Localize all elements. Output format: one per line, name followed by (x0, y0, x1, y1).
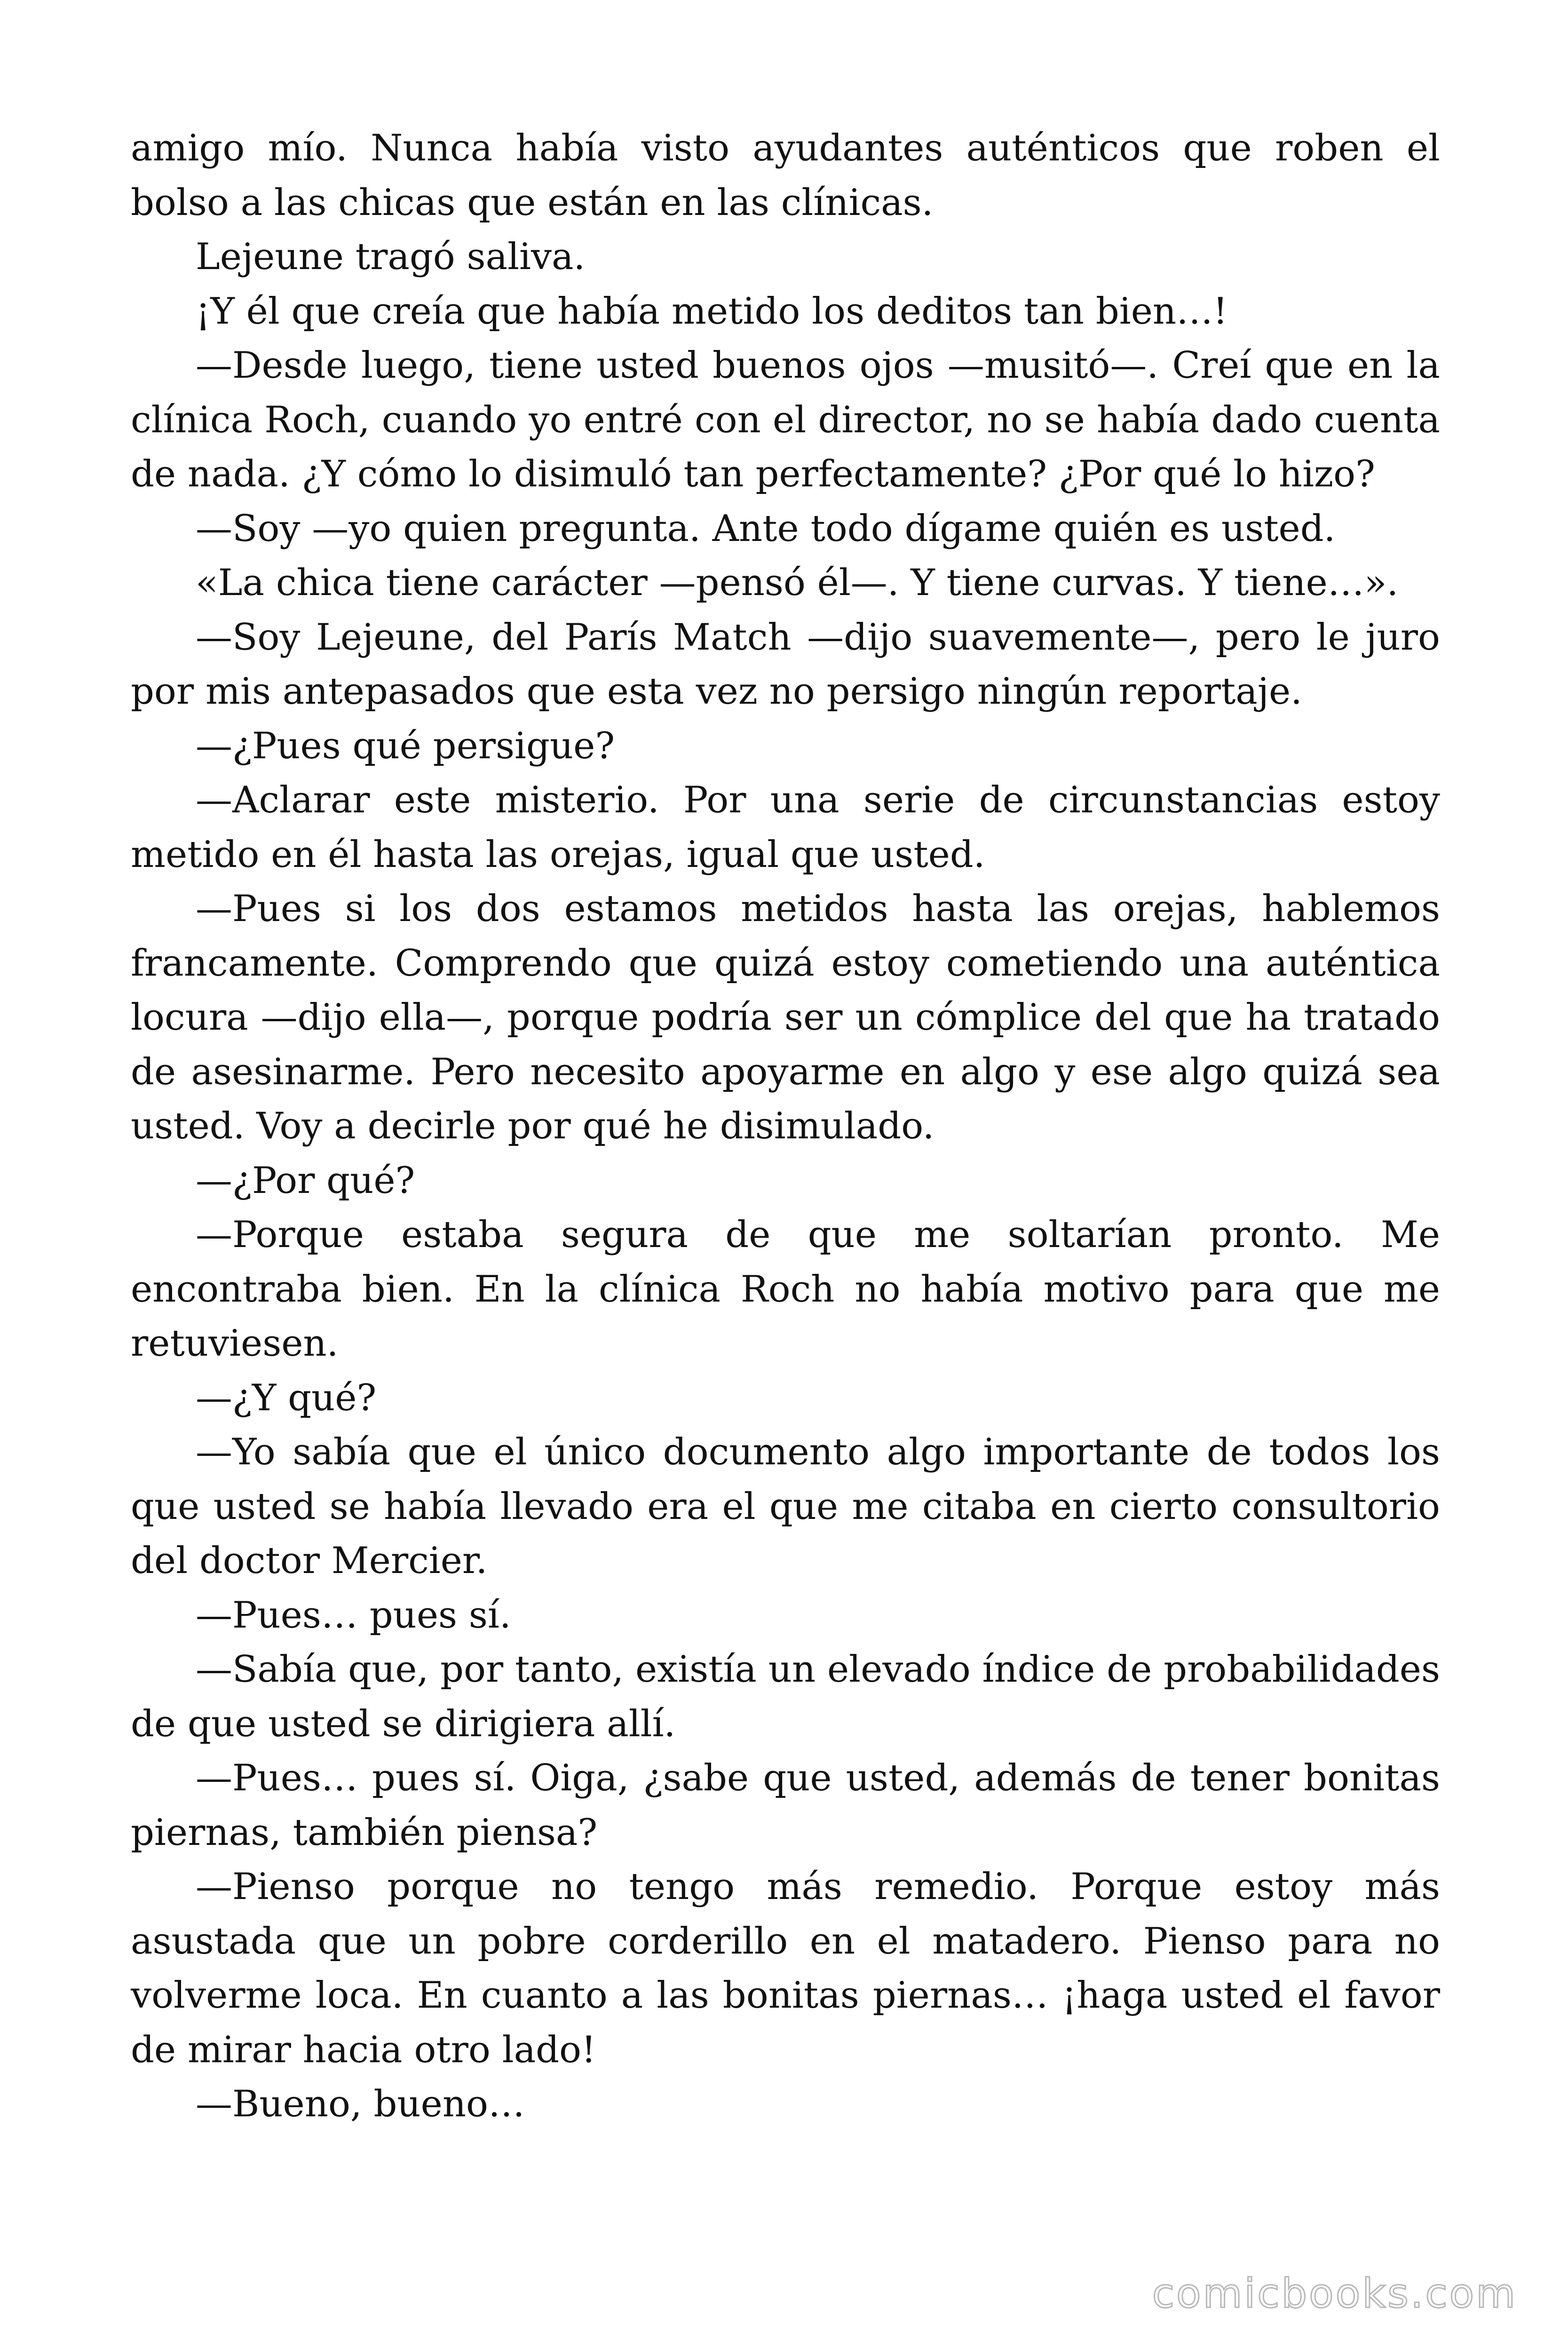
paragraph: —Sabía que, por tanto, existía un elevado índice de probabilidades de que usted se dirigiera allí. (131, 1648, 1440, 1745)
paragraph: —Pues… pues sí. (196, 1594, 511, 1637)
paragraph: «La chica tiene carácter —pensó él—. Y tiene curvas. Y tiene…». (196, 562, 1399, 604)
body-text (131, 121, 1440, 2132)
paragraph: —¿Por qué? (196, 1159, 415, 1202)
paragraph: —Pues… pues sí. Oiga, ¿sabe que usted, además de tener bonitas piernas, también piensa? (131, 1757, 1440, 1854)
watermark-logo: comicbooks.com (1152, 2270, 1517, 2317)
paragraph: —Soy Lejeune, del París Match —dijo suavemente—, pero le juro por mis antepasados que esta vez no persigo ningún reportaje. (131, 616, 1440, 713)
paragraph: —Yo sabía que el único documento algo importante de todos los que usted se había llevado era el que me citaba en cierto consultorio del doctor Mercier. (131, 1431, 1440, 1582)
paragraph: —Bueno, bueno… (196, 2083, 525, 2125)
paragraph: amigo mío. Nunca había visto ayudantes auténticos que roben el bolso a las chicas que están en las clínicas. (131, 127, 1440, 224)
paragraph: Lejeune tragó saliva. (196, 236, 586, 278)
paragraph: —¿Pues qué persigue? (196, 724, 615, 767)
paragraph: —Pues si los dos estamos metidos hasta las orejas, hablemos francamente. Comprendo que quizá estoy cometiendo una auténtica locura —dijo ella—, porque podría ser un cómplice del que ha tratado de asesinarme. Pero necesito apoyarme en algo y ese algo quizá sea usted. Voy a decirle por qué he disimulado. (131, 888, 1440, 1147)
paragraph: ¡Y él que creía que había metido los deditos tan bien…! (196, 290, 1228, 333)
paragraph: —Desde luego, tiene usted buenos ojos —musitó—. Creí que en la clínica Roch, cuando yo entré con el director, no se había dado cuenta de nada. ¿Y cómo lo disimuló tan perfectamente? ¿Por qué lo hizo? (131, 344, 1440, 495)
paragraph: —¿Y qué? (196, 1376, 377, 1419)
paragraph: —Aclarar este misterio. Por una serie de circunstancias estoy metido en él hasta las orejas, igual que usted. (131, 779, 1440, 876)
paragraph: —Soy —yo quien pregunta. Ante todo dígame quién es usted. (196, 507, 1336, 550)
paragraph: —Pienso porque no tengo más remedio. Porque estoy más asustada que un pobre corderillo en el matadero. Pienso para no volverme loca. En cuanto a las bonitas piernas… ¡haga usted el favor de mirar hacia otro lado! (131, 1866, 1440, 2071)
paragraph: —Porque estaba segura de que me soltarían pronto. Me encontraba bien. En la clínica Roch no había motivo para que me retuviesen. (131, 1214, 1440, 1365)
